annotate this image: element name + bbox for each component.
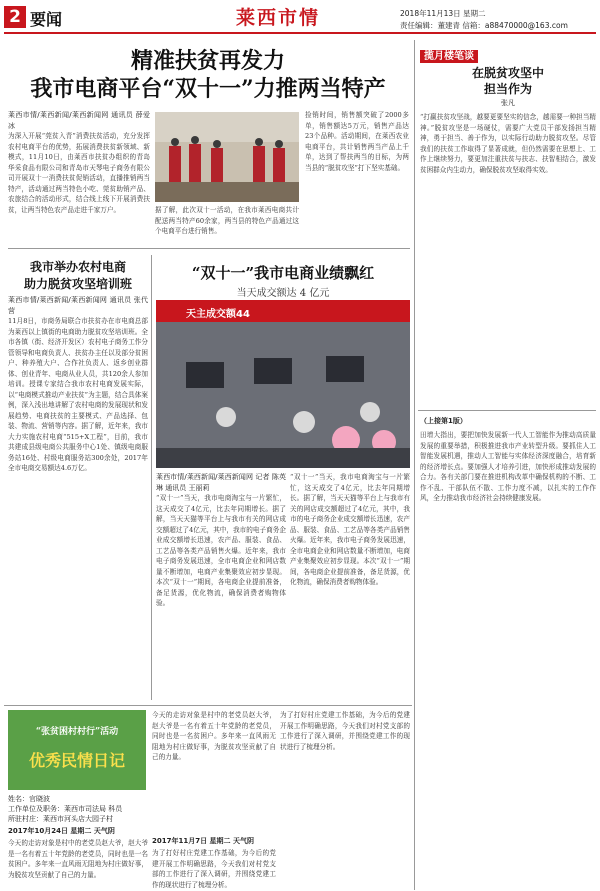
page-number: 2 — [4, 6, 26, 28]
divider — [4, 705, 412, 706]
lead-byline: 莱西市情/莱西新闻/莱西新闻网 通讯员 薛爱冰 — [8, 111, 150, 130]
newspaper-masthead: 莱西市情 — [236, 7, 321, 29]
diary-banner — [8, 710, 146, 790]
section-title: 要闻 — [30, 10, 63, 29]
diary-entry-1-continued: 今天的走访对象是村中的老党员赵大爷，赵大爷是一名有着五十年党龄的老党员，同时也是一名贫困户。多年来一直风雨无阻地为村庄做好事，为脱贫攻坚贡献了自己的力量。 — [152, 711, 276, 761]
lead-photo — [155, 112, 299, 202]
commentary-author: 张凡 — [501, 99, 515, 107]
sales-photo-banner-text: 天主成交额44 — [186, 309, 250, 320]
sales-body-text: “双十一”当天，我市电商淘宝与一片繁忙，这天成交了4亿元，比去年同期增长。据了解，当天天猫等平台上与我市有关的网店成交额超过了4亿元，其中，我市的电子商务企业成交额增长迅速，农产品、服装、食品、工艺品等各类产品销售火爆。近年来，我市电子商务发展迅速，全市电商企业和网店数量不断增加，电商产业集聚效应初步显现。本次“双十一”期间，各电商企业提前准备，备足货源，优化物流，确保消费者购物体验。 — [156, 494, 286, 607]
header-divider — [4, 32, 596, 34]
sales-byline: 莱西市情/莱西新闻/莱西新闻网 记者 陈英琳 通讯员 王丽莉 — [156, 473, 286, 492]
diary-name: 姓名：官晓波 — [8, 795, 50, 803]
diary-entry-2-continued: 为了打好村庄党建工作基础，为今后的党建开展工作明确思路，今天我们对村党支部的工作进行了深入调研，并围绕党建工作的现状进行了梳理分析。 — [280, 711, 410, 751]
training-byline: 莱西市情/莱西新闻/莱西新闻网 通讯员 张代营 — [8, 296, 148, 315]
lead-headline-1: 精准扶贫再发力 — [130, 48, 285, 74]
training-headline-2: 助力脱贫攻坚培训班 — [23, 277, 132, 291]
training-body-text: 11月8日，市商务局联合市扶贫办在市电商总部为莱西以上镇街的电商助力脱贫攻坚培训班。全市各镇（街、经济开发区）农村电子商务工作分管领导和电商负责人、扶贫办主任以及部分贫困户、种养殖大户、合作社负责人、返乡创业群体、创业青年、电商从业人员，共120余人参加培训。授课专家结合我市农村电商发展实际，以“电商模式推动产业扶贫”为主题，结合具体案例，深入浅出地讲解了农村电商的发展现状和发展趋势、电商扶贫的主要模式、产品选择、包装、物流、营销等内容。据了解，近年来，我市大力实施农村电商“515+X工程”，目前，我市共建成县级电商公共服务中心1处、镇级电商服务站16处、村级电商服务站300余处，2017年全市电商交易额达4.6万亿。 — [8, 317, 148, 472]
editor-line: 责任编辑：董建青 信箱：a88470000@163.com — [400, 21, 568, 30]
sales-body-col2: “双十一”当天，我市电商淘宝与一片繁忙，这天成交了4亿元，比去年同期增长。据了解，当天天猫等平台上与我市有关的网店成交额超过了4亿元，其中，我市的电子商务企业成交额增长迅速，农产品、服装、食品、工艺品等各类产品销售火爆。近年来，我市电子商务发展迅速，全市电商企业和网店数量不断增加，电商产业集聚效应初步显现。本次“双十一”期间，各电商企业提前准备，备足货源，优化物流，确保消费者购物体验。 — [290, 473, 410, 586]
diary-unit: 工作单位及职务：莱西市司法局 科员 — [8, 805, 123, 813]
diary-entry-2: 为了打好村庄党建工作基础，为今后的党建开展工作明确思路，今天我们对村党支部的工作进行了深入调研，并围绕党建工作的现状进行了梳理分析。 — [152, 849, 276, 888]
training-headline-1: 我市举办农村电商 — [29, 260, 126, 274]
diary-entry-1: 今天的走访对象是村中的老党员赵大爷，赵大爷是一名有着五十年党龄的老党员，同时也是一名贫困户。多年来一直风雨无阻地为村庄做好事，为脱贫攻坚贡献了自己的力量。 — [8, 839, 148, 879]
training-body — [8, 295, 148, 700]
divider — [418, 410, 596, 411]
sales-headline: “双十一”我市电商业绩飘红 — [191, 264, 375, 282]
diary-village: 所驻村庄：莱西市河头店大园子村 — [8, 815, 113, 823]
diary-date-2: 2017年11月7日 星期二 天气阴 — [152, 837, 254, 845]
right-column-divider — [414, 40, 415, 890]
sales-photo — [156, 300, 410, 468]
commentary-body: “打赢扶贫攻坚战，越要更要坚实的信念，越需要一种担当精神。”脱贫攻坚是一场硬仗，需要广大党员干部发扬担当精神，勇于担当、善于作为，以实际行动助力脱贫攻坚。尽管我们的扶贫工作取得了显著成就，但仍然需要在思想上、工作上继续努力，要更加注重扶贫与扶志、扶智相结合，激发贫困群众内生动力，确保脱贫攻坚取得实效。 — [420, 113, 596, 174]
column-divider — [151, 255, 152, 700]
commentary-tag — [420, 44, 478, 63]
diary-info — [8, 794, 148, 824]
divider — [8, 248, 410, 249]
lead-body-col1 — [8, 110, 150, 240]
diary-date-1: 2017年10月24日 星期二 天气阴 — [8, 827, 115, 835]
diary-banner-line2: 优秀民情日记 — [28, 751, 125, 770]
continued-label: （上接第1版） — [420, 417, 467, 425]
continued-body: 田增大指出，要把加快发展新一代人工智能作为推动高质量发展的重要举措，积极推进我市产业转型升级。要抓住人工智能发展机遇，推动人工智能与实体经济深度融合，培育新的经济增长点。要加强人才培养引进，加快形成推动发展的合力。各有关部门要在推进机构改革中确保机构的不断、工作不乱、干部队伍不散、工作力度不减，以扎实的工作作风，全力推动我市经济社会持续健康发展。 — [420, 431, 596, 502]
sales-body-col1 — [156, 472, 286, 700]
diary-banner-line1: “张贫困村村行”活动 — [35, 727, 119, 737]
lead-body-col3: 捡销时间，销售额突破了2000多单，销售额达5万元，销售产品达23个品种。活动期间，在莱西农业电商平台，共计销售两当产品上千单，达到了帮扶两当的目标，为两当县的“脱贫攻坚”打下坚实基础。 — [305, 111, 409, 172]
sales-subheadline: 当天成交额达 4 亿元 — [236, 288, 330, 299]
header-info — [400, 8, 568, 32]
lead-body-col2: 据了解，此次双十一活动，在我市莱西电商共计配送两当特产60余家，两当县的特色产品通过这个电商平台进行销售。 — [155, 206, 299, 235]
commentary-tag-label: 揽月楼笔谈 — [420, 50, 478, 63]
commentary-headline-1: 在脱贫攻坚中 — [471, 66, 544, 80]
lead-body-text-1: 为深入开展“莞贫入青”消费扶贫活动，充分发挥农村电商平台的优势，拓展消费扶贫新领域、新模式，11月10日，由莱西市扶贫办组织的青岛华采食品有限公司和青岛市天琴电子商务有限公司开展双十一消费扶贫促销活动，直播推销两当特产，活动通过两当特色小吃、莞贫助销产品、农旅结合的活动形式，结合线上线下开展消费扶贫，让两当特色农产品走进千家万户。 — [8, 132, 150, 214]
commentary-headline-2: 担当作为 — [483, 82, 532, 96]
lead-headline-2: 我市电商平台“双十一”力推两当特产 — [30, 76, 386, 102]
date-line: 2018年11月13日 星期二 — [400, 9, 486, 18]
